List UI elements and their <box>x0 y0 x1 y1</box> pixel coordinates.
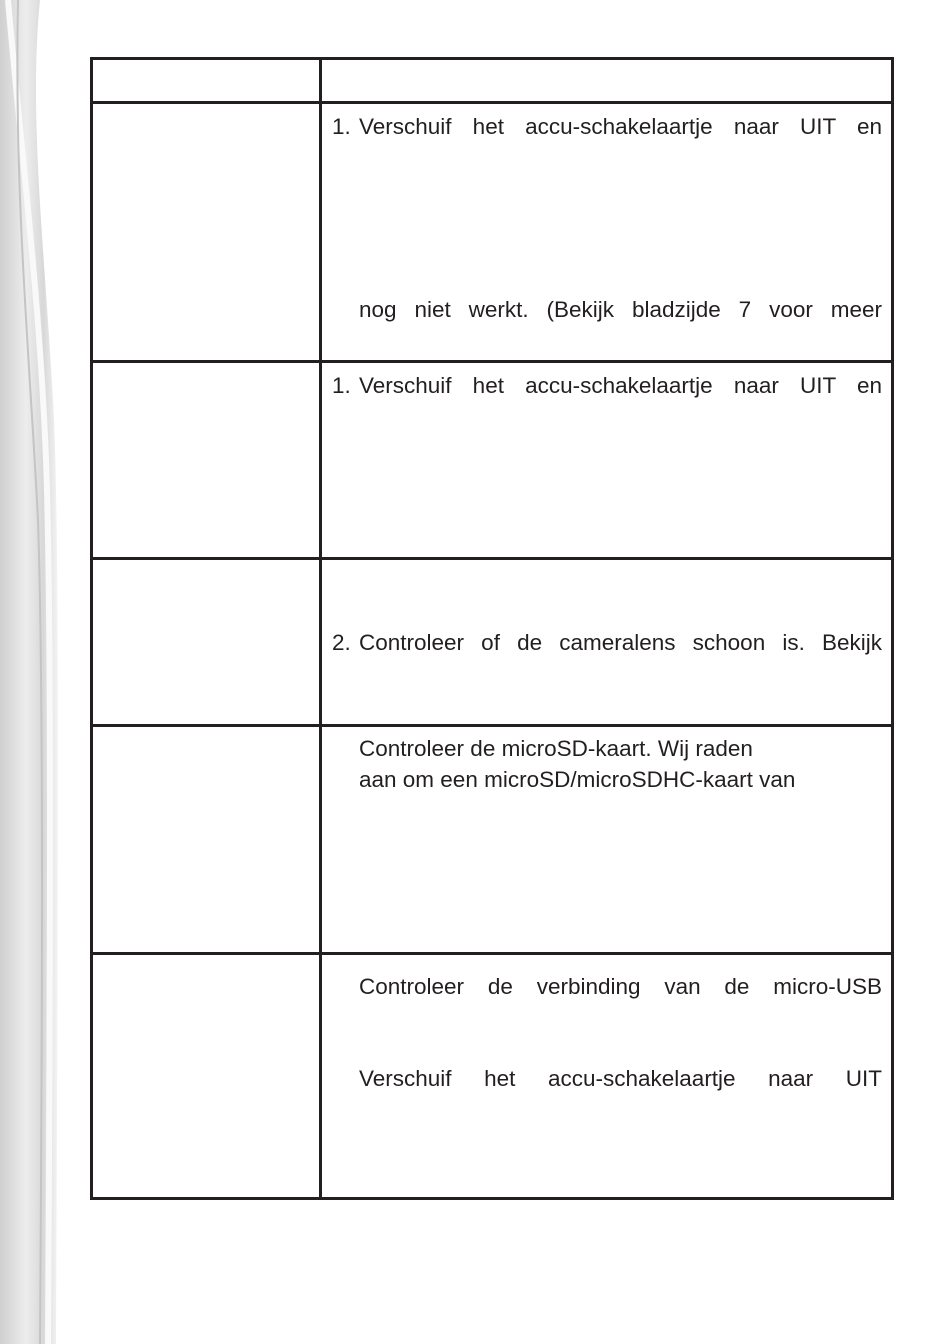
step-number: 2. <box>332 630 351 655</box>
solution-text-line <box>359 296 882 324</box>
solution-text: aan om een microSD/microSDHC-kaart van <box>359 767 796 792</box>
solution-text-line <box>359 766 795 794</box>
solution-text: nog niet werkt. (Bekijk bladzijde 7 voor meer <box>359 297 882 322</box>
page-edge-swoosh <box>0 0 60 1344</box>
row-divider <box>93 557 891 560</box>
step-number: 1. <box>332 373 351 398</box>
row-divider <box>93 952 891 955</box>
row-divider <box>93 724 891 727</box>
solution-text: Verschuif het accu-schakelaartje naar UIT en <box>359 373 882 398</box>
solution-text-line <box>359 629 882 657</box>
solution-text: Verschuif het accu-schakelaartje naar UIT <box>359 1066 882 1091</box>
header-row-divider <box>93 101 891 104</box>
solution-text: Verschuif het accu-schakelaartje naar UIT en <box>359 114 882 139</box>
solution-text-line <box>359 1065 882 1093</box>
row-divider <box>93 360 891 363</box>
troubleshooting-table <box>90 57 894 1200</box>
solution-text: Controleer de verbinding van de micro-USB <box>359 974 882 999</box>
solution-text: Controleer of de cameralens schoon is. Bekijk <box>359 630 882 655</box>
solution-text-line <box>359 113 882 141</box>
column-divider <box>319 60 322 1197</box>
solution-text-line <box>359 735 753 763</box>
solution-text: Controleer de microSD-kaart. Wij raden <box>359 736 753 761</box>
solution-text-line <box>359 372 882 400</box>
step-number: 1. <box>332 114 351 139</box>
solution-text-line <box>359 973 882 1001</box>
